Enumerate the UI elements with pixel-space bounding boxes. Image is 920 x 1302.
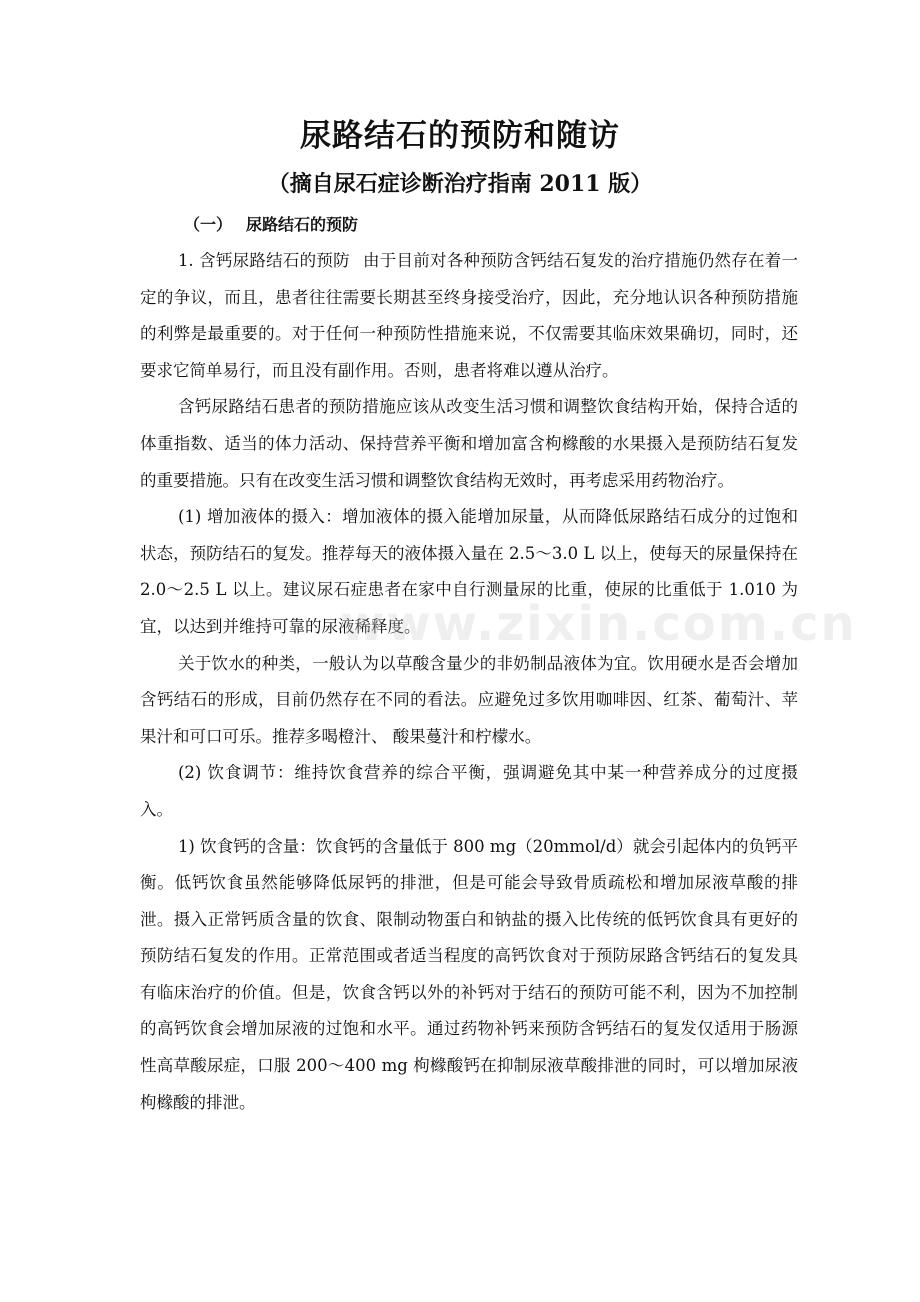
- paragraph-diet-adjustment: (2) 饮食调节：维持饮食营养的综合平衡，强调避免其中某一种营养成分的过度摄入。: [140, 763, 798, 819]
- watermark-logo: www.zixin.com.cn: [340, 596, 857, 652]
- paragraph-lifestyle: 含钙尿路结石患者的预防措施应该从改变生活习惯和调整饮食结构开始，保持合适的体重指数、适当的体力活动、保持营养平衡和增加富含枸橼酸的水果摄入是预防结石复发的重要措施。只有在改变生活习惯和调整饮食结构无效时，再考虑采用药物治疗。: [140, 397, 798, 490]
- document-subtitle: （摘自尿石症诊断治疗指南 2011 版）: [267, 171, 653, 197]
- section-title: 尿路结石的预防: [246, 215, 359, 234]
- paragraph-fluid-intake: (1) 增加液体的摄入：增加液体的摄入能增加尿量，从而降低尿路结石成分的过饱和状态，预防结石的复发。推荐每天的液体摄入量在 2.5～3.0 L 以上，使每天的尿量保持在 2.0～2.5 L 以上。建议尿石症患者在家中自行测量尿的比重，使尿的比重低于 1.010 为宜，以达到并维持可靠的尿液稀释度。: [140, 507, 798, 636]
- section-number: （一）: [184, 215, 233, 234]
- paragraph-drink-types: 关于饮水的种类，一般认为以草酸含量少的非奶制品液体为宜。饮用硬水是否会增加含钙结石的形成，目前仍然存在不同的看法。应避免过多饮用咖啡因、红茶、葡萄汁、苹果汁和可口可乐。推荐多喝橙汁、 酸果蔓汁和柠檬水。: [140, 653, 798, 746]
- paragraph-dietary-calcium: 1) 饮食钙的含量：饮食钙的含量低于 800 mg（20mmol/d）就会引起体内的负钙平衡。低钙饮食虽然能够降低尿钙的排泄，但是可能会导致骨质疏松和增加尿液草酸的排泄。摄入正常钙质含量的饮食、限制动物蛋白和钠盐的摄入比传统的低钙饮食具有更好的预防结石复发的作用。正常范围或者适当程度的高钙饮食对于预防尿路含钙结石的复发具有临床治疗的价值。但是，饮食含钙以外的补钙对于结石的预防可能不利，因为不加控制的高钙饮食会增加尿液的过饱和水平。通过药物补钙来预防含钙结石的复发仅适用于肠源性高草酸尿症，口服 200～400 mg 枸橼酸钙在抑制尿液草酸排泄的同时，可以增加尿液枸橼酸的排泄。: [140, 836, 798, 1112]
- section-heading: [184, 210, 358, 240]
- paragraph-item1: [140, 243, 798, 389]
- document-title: 尿路结石的预防和随访: [300, 118, 620, 154]
- document-body: [140, 243, 798, 1121]
- item1-heading: 1. 含钙尿路结石的预防: [177, 251, 350, 270]
- item1-text: 由于目前对各种预防含钙结石复发的治疗措施仍然存在着一定的争议，而且，患者往往需要长期甚至终身接受治疗，因此，充分地认识各种预防措施的利弊是最重要的。对于任何一种预防性措施来说，不仅需要其临床效果确切，同时，还要求它简单易行，而且没有副作用。否则，患者将难以遵从治疗。: [140, 251, 798, 380]
